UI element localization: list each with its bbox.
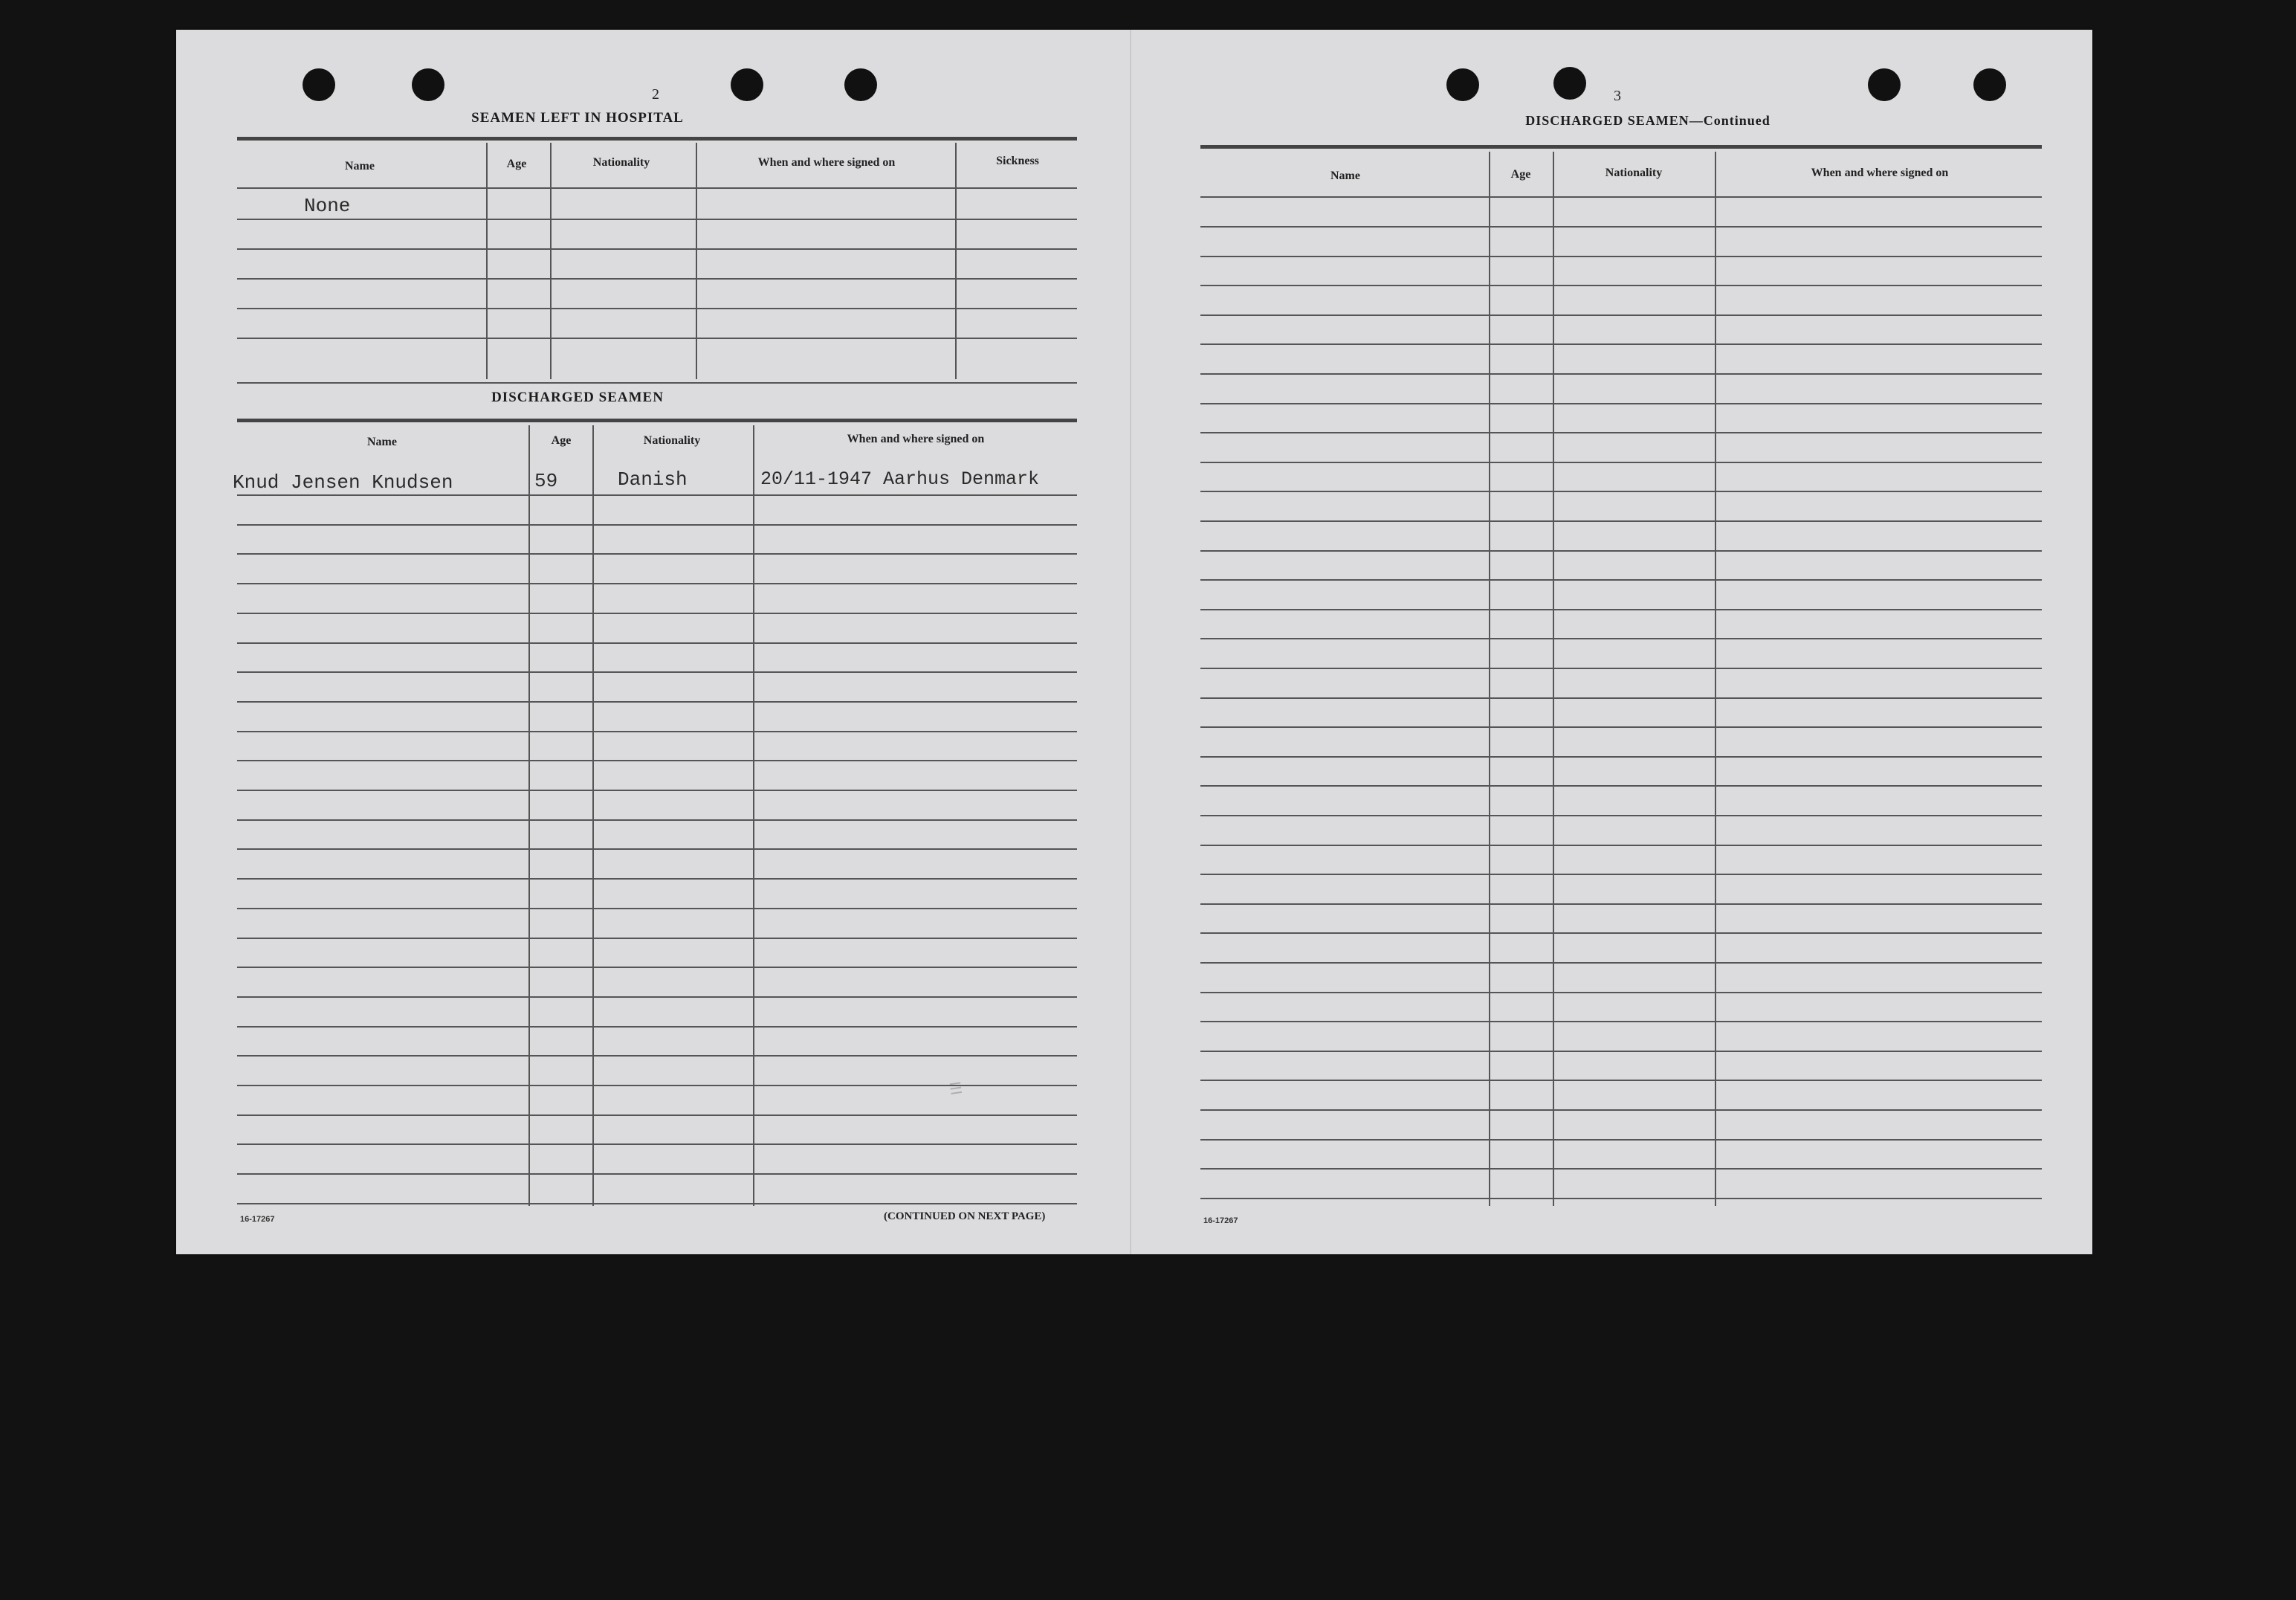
form-number-right: 16-17267 (1203, 1216, 1238, 1225)
discharged-col-name: Name (367, 436, 397, 448)
right-row-rule (1200, 756, 2042, 758)
discharged-row-rule (237, 996, 1077, 998)
discharged-row-rule (237, 908, 1077, 909)
discharged-column-rule (753, 425, 754, 1206)
discharged-row-rule (237, 494, 1077, 496)
right-row-rule (1200, 845, 2042, 846)
right-row-rule (1200, 196, 2042, 198)
hospital-row-rule (237, 338, 1077, 339)
punch-hole (1446, 68, 1479, 101)
right-row-rule (1200, 491, 2042, 492)
discharged-row-rule (237, 613, 1077, 614)
discharged-col-signed-on: When and where signed on (847, 433, 985, 445)
right-top-rule (1200, 145, 2042, 149)
right-row-rule (1200, 992, 2042, 993)
right-row-rule (1200, 1109, 2042, 1111)
right-row-rule (1200, 903, 2042, 905)
right-row-rule (1200, 432, 2042, 433)
right-row-rule (1200, 815, 2042, 816)
discharged-row-rule (237, 1143, 1077, 1145)
discharged-row-age: 59 (534, 470, 558, 492)
right-col-nationality: Nationality (1605, 167, 1663, 179)
discharged-row-rule (237, 1203, 1077, 1204)
hospital-column-rule (486, 143, 488, 379)
discharged-top-rule (237, 419, 1077, 422)
discharged-row-rule (237, 1173, 1077, 1175)
discharged-row-rule (237, 790, 1077, 791)
hospital-row-rule (237, 248, 1077, 250)
right-row-rule (1200, 285, 2042, 286)
right-row-rule (1200, 1021, 2042, 1022)
page-fold (1130, 30, 1131, 1254)
right-row-rule (1200, 1080, 2042, 1081)
discharged-row-rule (237, 819, 1077, 821)
right-row-rule (1200, 668, 2042, 669)
discharged-row-rule (237, 701, 1077, 703)
right-col-signed-on: When and where signed on (1811, 167, 1949, 179)
discharged-row-rule (237, 848, 1077, 850)
right-row-rule (1200, 785, 2042, 787)
hospital-entry-none: None (304, 195, 351, 217)
right-row-rule (1200, 226, 2042, 228)
right-row-rule (1200, 1168, 2042, 1170)
right-row-rule (1200, 256, 2042, 257)
discharged-column-rule (592, 425, 594, 1206)
punch-hole (731, 68, 763, 101)
punch-hole (1868, 68, 1901, 101)
right-row-rule (1200, 1198, 2042, 1199)
hospital-col-name: Name (345, 160, 375, 172)
right-row-rule (1200, 932, 2042, 934)
discharged-row-rule (237, 938, 1077, 939)
page-number-right: 3 (1614, 88, 1621, 104)
right-row-rule (1200, 403, 2042, 404)
right-row-rule (1200, 314, 2042, 316)
register-sheet (176, 30, 2092, 1254)
discharged-section-title: DISCHARGED SEAMEN (491, 390, 664, 405)
right-col-age: Age (1510, 168, 1531, 181)
discharged-col-age: Age (551, 434, 572, 447)
right-row-rule (1200, 609, 2042, 610)
right-row-rule (1200, 520, 2042, 522)
discharged-row-rule (237, 878, 1077, 880)
discharged-row-signed-on: 20/11-1947 Aarhus Denmark (760, 468, 1040, 490)
discharged-row-rule (237, 583, 1077, 584)
hospital-column-rule (550, 143, 552, 379)
punch-hole (1973, 68, 2006, 101)
discharged-column-rule (528, 425, 530, 1206)
discharged-row-rule (237, 671, 1077, 673)
form-number-left: 16-17267 (240, 1215, 275, 1224)
discharged-col-nationality: Nationality (643, 434, 701, 447)
right-row-rule (1200, 579, 2042, 581)
right-row-rule (1200, 462, 2042, 463)
right-row-rule (1200, 874, 2042, 875)
hospital-row-rule (237, 219, 1077, 220)
hospital-column-rule (696, 143, 697, 379)
right-row-rule (1200, 697, 2042, 699)
punch-hole (1553, 67, 1586, 100)
discharged-row-rule (237, 524, 1077, 526)
right-column-rule (1715, 152, 1716, 1206)
hospital-col-signed-on: When and where signed on (757, 156, 896, 169)
discharged-row-rule (237, 1026, 1077, 1028)
right-row-rule (1200, 373, 2042, 375)
punch-hole (844, 68, 877, 101)
right-row-rule (1200, 726, 2042, 728)
discharged-row-rule (237, 553, 1077, 555)
hospital-section-title: SEAMEN LEFT IN HOSPITAL (471, 110, 684, 126)
discharged-row-nationality: Danish (618, 468, 688, 491)
discharged-row-rule (237, 1114, 1077, 1116)
right-column-rule (1553, 152, 1554, 1206)
discharged-row-rule (237, 760, 1077, 761)
hospital-row-rule (237, 278, 1077, 280)
hospital-column-rule (955, 143, 957, 379)
right-row-rule (1200, 1139, 2042, 1141)
hospital-row-rule (237, 382, 1077, 384)
right-row-rule (1200, 343, 2042, 345)
hospital-top-rule (237, 137, 1077, 141)
right-column-rule (1489, 152, 1490, 1206)
hospital-col-sickness: Sickness (996, 155, 1039, 167)
hospital-row-rule (237, 187, 1077, 189)
right-row-rule (1200, 962, 2042, 964)
discharged-row-rule (237, 731, 1077, 732)
right-row-rule (1200, 638, 2042, 639)
punch-hole (303, 68, 335, 101)
faint-stamp: ☰ (948, 1080, 964, 1099)
continued-note: (CONTINUED ON NEXT PAGE) (884, 1210, 1046, 1222)
discharged-row-name: Knud Jensen Knudsen (233, 471, 453, 494)
discharged-row-rule (237, 642, 1077, 644)
right-row-rule (1200, 1051, 2042, 1052)
page-number-left: 2 (652, 86, 659, 103)
hospital-col-age: Age (506, 158, 527, 170)
continued-section-title: DISCHARGED SEAMEN—Continued (1525, 113, 1770, 128)
discharged-row-rule (237, 1055, 1077, 1057)
right-col-name: Name (1330, 170, 1360, 182)
hospital-col-nationality: Nationality (592, 156, 650, 169)
discharged-row-rule (237, 967, 1077, 968)
hospital-row-rule (237, 308, 1077, 309)
punch-hole (412, 68, 444, 101)
right-row-rule (1200, 550, 2042, 552)
